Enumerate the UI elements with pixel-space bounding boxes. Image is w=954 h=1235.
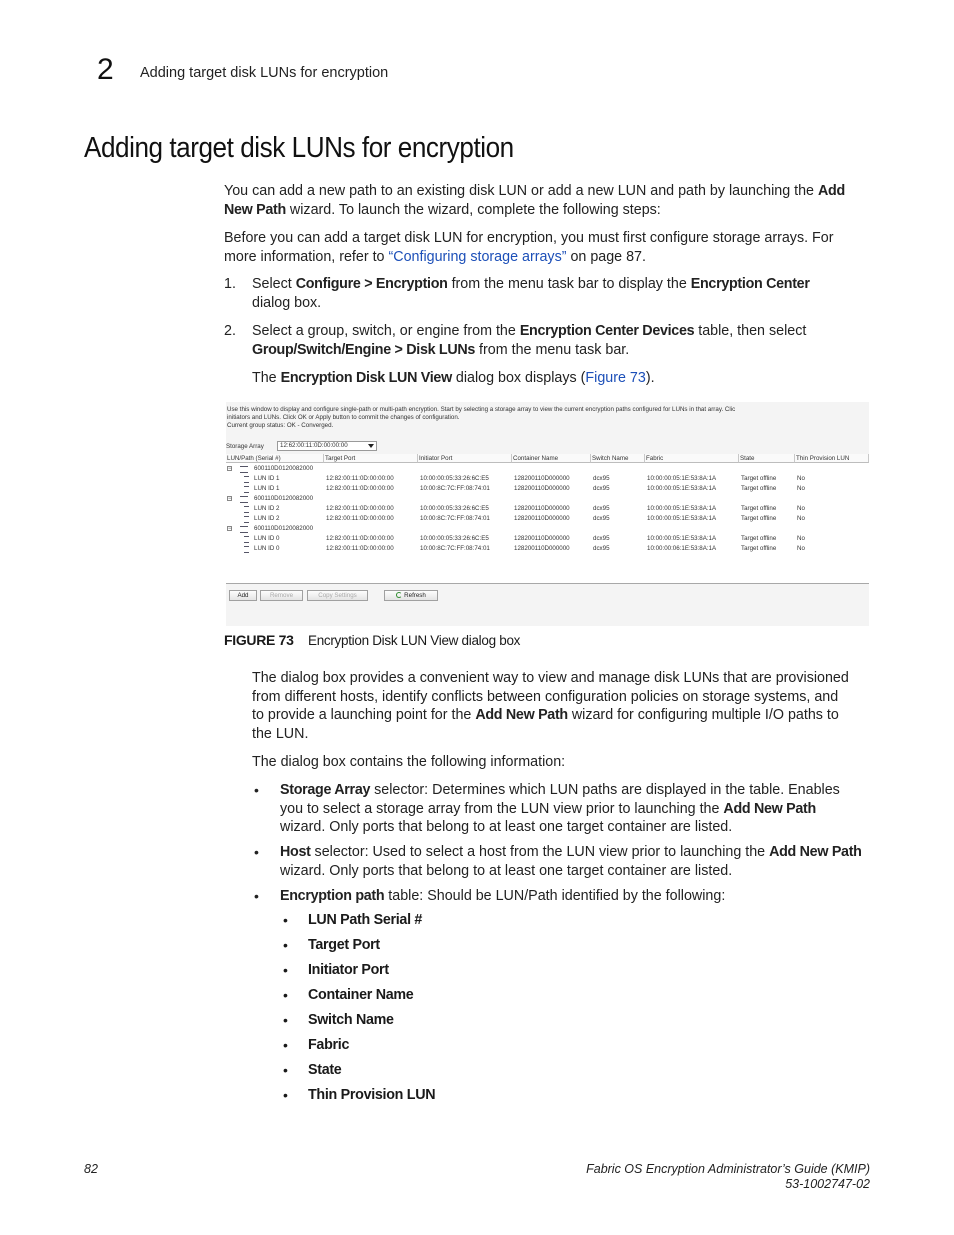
table-row[interactable]	[226, 514, 869, 524]
column-header[interactable]: Initiator Port	[418, 454, 512, 463]
table-cell: LUN ID 2	[254, 505, 280, 512]
table-cell: 10:00:8C:7C:FF:08:74:01	[420, 515, 490, 522]
encryption-path-table	[226, 454, 869, 584]
table-cell: 128200110D000000	[514, 485, 570, 492]
table-cell: 128200110D000000	[514, 545, 570, 552]
table-cell: No	[797, 485, 805, 492]
column-header[interactable]: LUN/Path (Serial #)	[226, 454, 324, 463]
chapter-number: 2	[97, 53, 114, 86]
table-row[interactable]	[226, 484, 869, 494]
encryption-path-field: State	[308, 1062, 342, 1078]
bullet-glyph: •	[254, 782, 259, 798]
refresh-icon	[396, 592, 402, 598]
table-cell: No	[797, 545, 805, 552]
table-cell: 12:82:00:11:0D:00:00:00	[326, 535, 394, 542]
table-cell: Target offline	[741, 475, 777, 482]
table-cell: 12:82:00:11:0D:00:00:00	[326, 485, 394, 492]
table-row[interactable]	[226, 534, 869, 544]
dropdown-arrow-icon	[368, 444, 374, 448]
column-header[interactable]: State	[739, 454, 795, 463]
table-cell: No	[797, 475, 805, 482]
lun-group-row[interactable]	[226, 524, 869, 534]
lun-serial: 600110D0120082000	[254, 465, 314, 472]
bullet-storage-array: • Storage Array selector: Determines which LUN paths are displayed in the table. Enables you to select a storage array from the LUN view prior to launching the Add New Path wizard. Only ports that belong to at least one target container are listed.	[254, 782, 840, 836]
table-cell: 10:00:00:05:1E:53:8A:1A	[647, 485, 717, 492]
table-cell: Target offline	[741, 515, 777, 522]
intro-paragraph-1: You can add a new path to an existing disk LUN or add a new LUN and path by launching the Add New Path wizard. To launch the wizard, complete the following steps:	[224, 183, 845, 218]
table-cell: 12:82:00:11:0D:00:00:00	[326, 505, 394, 512]
table-row[interactable]	[226, 504, 869, 514]
bullet-glyph: •	[283, 1087, 288, 1103]
encryption-disk-lun-view-figure	[226, 402, 869, 626]
encryption-path-field: Target Port	[308, 937, 380, 953]
table-cell: 10:00:00:06:1E:53:8A:1A	[647, 545, 717, 552]
path-icon	[244, 486, 249, 493]
table-cell: No	[797, 535, 805, 542]
encryption-path-field: Thin Provision LUN	[308, 1087, 436, 1103]
column-header[interactable]: Fabric	[645, 454, 739, 463]
table-cell: Target offline	[741, 505, 777, 512]
table-cell: dcx95	[593, 535, 610, 542]
dialog-contents-intro: The dialog box contains the following information:	[252, 754, 566, 770]
table-cell: 10:00:00:05:33:26:6C:E5	[420, 505, 489, 512]
table-cell: 10:00:00:05:1E:53:8A:1A	[647, 535, 717, 542]
dialog-instructions: Use this window to display and configure single-path or multi-path encryption. Start by selecting a storage array to view the current encryption paths configured for LUNs in that array. Clic initiators and LUNs. Click OK or Apply button to commit the changes of configuration. Current group status: OK - Converged.	[227, 406, 736, 429]
step-2: 2. Select a group, switch, or engine from the Encryption Center Devices table, then select Group/Switch/Engine > Disk LUNs from the menu task bar.	[224, 323, 807, 358]
encryption-path-field: Fabric	[308, 1037, 350, 1053]
column-header[interactable]: Switch Name	[591, 454, 645, 463]
copy-settings-button[interactable]: Copy Settings	[307, 590, 368, 601]
figure-caption-text: Encryption Disk LUN View dialog box	[308, 633, 521, 648]
column-header[interactable]: Container Name	[512, 454, 591, 463]
table-cell: 128200110D000000	[514, 535, 570, 542]
step-1: 1. Select Configure > Encryption from the menu task bar to display the Encryption Center dialog box.	[224, 276, 810, 311]
bullet-encryption-path: • Encryption path table: Should be LUN/Path identified by the following:	[254, 888, 726, 904]
configuring-storage-arrays-link[interactable]: “Configuring storage arrays”	[388, 248, 567, 265]
path-icon	[244, 536, 249, 543]
document-number: 53-1002747-02	[785, 1177, 870, 1191]
dialog-description-paragraph: The dialog box provides a convenient way to view and manage disk LUNs that are provisioned from different hosts, identify conflicts between configuration policies on storage systems, and to provide a launching point for the Add New Path wizard for configuring multiple I/O paths to the LUN.	[252, 670, 849, 743]
lun-icon	[240, 496, 248, 503]
table-cell: dcx95	[593, 475, 610, 482]
table-cell: dcx95	[593, 505, 610, 512]
lun-group-row[interactable]	[226, 464, 869, 474]
table-cell: 128200110D000000	[514, 515, 570, 522]
encryption-path-field: LUN Path Serial #	[308, 912, 423, 928]
table-cell: LUN ID 0	[254, 545, 280, 552]
page-title: Adding target disk LUNs for encryption	[84, 132, 514, 164]
collapse-icon[interactable]: −	[228, 466, 232, 472]
table-cell: Target offline	[741, 535, 777, 542]
bullet-glyph: •	[283, 1037, 288, 1053]
intro-paragraph-2: Before you can add a target disk LUN for encryption, you must first configure storage arrays. For more information, refer to “Configuring storage arrays” on page 87.	[224, 230, 834, 265]
table-cell: 12:82:00:11:0D:00:00:00	[326, 475, 394, 482]
path-icon	[244, 516, 249, 523]
refresh-button[interactable]: Refresh	[384, 590, 438, 601]
remove-button[interactable]: Remove	[260, 590, 303, 601]
bullet-glyph: •	[283, 912, 288, 928]
step-number: 2.	[224, 323, 236, 339]
table-cell: LUN ID 1	[254, 485, 280, 492]
bullet-glyph: •	[283, 987, 288, 1003]
column-header[interactable]: Target Port	[324, 454, 418, 463]
table-cell: 10:00:00:05:1E:53:8A:1A	[647, 515, 717, 522]
page-number: 82	[84, 1162, 98, 1176]
table-cell: 10:00:00:05:1E:53:8A:1A	[647, 475, 717, 482]
storage-array-label: Storage Array	[226, 443, 264, 450]
table-cell: 10:00:8C:7C:FF:08:74:01	[420, 485, 490, 492]
table-row[interactable]	[226, 544, 869, 554]
bullet-host: • Host selector: Used to select a host from the LUN view prior to launching the Add New Path wizard. Only ports that belong to at least one target container are listed.	[254, 844, 862, 879]
document-title: Fabric OS Encryption Administrator’s Guide (KMIP)	[586, 1162, 870, 1176]
table-cell: 128200110D000000	[514, 475, 570, 482]
bullet-glyph: •	[283, 1062, 288, 1078]
column-header[interactable]: Thin Provision LUN	[795, 454, 869, 463]
add-button[interactable]: Add	[229, 590, 257, 601]
bullet-glyph: •	[254, 844, 259, 860]
table-cell: 12:82:00:11:0D:00:00:00	[326, 515, 394, 522]
encryption-path-field: Container Name	[308, 987, 414, 1003]
table-cell: LUN ID 2	[254, 515, 280, 522]
table-cell: Target offline	[741, 485, 777, 492]
lun-serial: 600110D0120082000	[254, 525, 314, 532]
table-cell: No	[797, 515, 805, 522]
step-number: 1.	[224, 276, 236, 292]
table-cell: Target offline	[741, 545, 777, 552]
collapse-icon[interactable]: −	[228, 496, 232, 502]
table-cell: LUN ID 1	[254, 475, 280, 482]
running-header-title: Adding target disk LUNs for encryption	[140, 65, 389, 81]
path-icon	[244, 476, 249, 483]
table-cell: LUN ID 0	[254, 535, 280, 542]
table-cell: dcx95	[593, 485, 610, 492]
lun-icon	[240, 466, 248, 473]
table-cell: dcx95	[593, 515, 610, 522]
bullet-glyph: •	[283, 937, 288, 953]
lun-group-row[interactable]	[226, 494, 869, 504]
table-cell: 10:00:8C:7C:FF:08:74:01	[420, 545, 490, 552]
bullet-glyph: •	[283, 1012, 288, 1028]
path-icon	[244, 546, 249, 553]
add-new-path-term: Add	[817, 183, 845, 199]
table-cell: No	[797, 505, 805, 512]
table-cell: 128200110D000000	[514, 505, 570, 512]
lun-serial: 600110D0120082000	[254, 495, 314, 502]
encryption-path-field: Initiator Port	[308, 962, 389, 978]
table-cell: dcx95	[593, 545, 610, 552]
lun-icon	[240, 526, 248, 533]
encryption-path-field: Switch Name	[308, 1012, 394, 1028]
button-bar-divider	[226, 583, 869, 584]
storage-array-dropdown[interactable]: 12:62:00:11:0D:00:00:00	[277, 441, 377, 451]
collapse-icon[interactable]: −	[228, 526, 232, 532]
bullet-glyph: •	[283, 962, 288, 978]
table-cell: 10:00:00:05:33:26:6C:E5	[420, 535, 489, 542]
table-row[interactable]	[226, 474, 869, 484]
figure-73-link[interactable]: Figure 73	[585, 370, 646, 386]
figure-reference-line: The Encryption Disk LUN View dialog box displays (Figure 73).	[252, 370, 655, 386]
path-icon	[244, 506, 249, 513]
bullet-glyph: •	[254, 888, 259, 904]
table-cell: 12:82:00:11:0D:00:00:00	[326, 545, 394, 552]
table-cell: 10:00:00:05:1E:53:8A:1A	[647, 505, 717, 512]
figure-caption-label: FIGURE 73	[224, 632, 294, 648]
table-cell: 10:00:00:05:33:26:6C:E5	[420, 475, 489, 482]
